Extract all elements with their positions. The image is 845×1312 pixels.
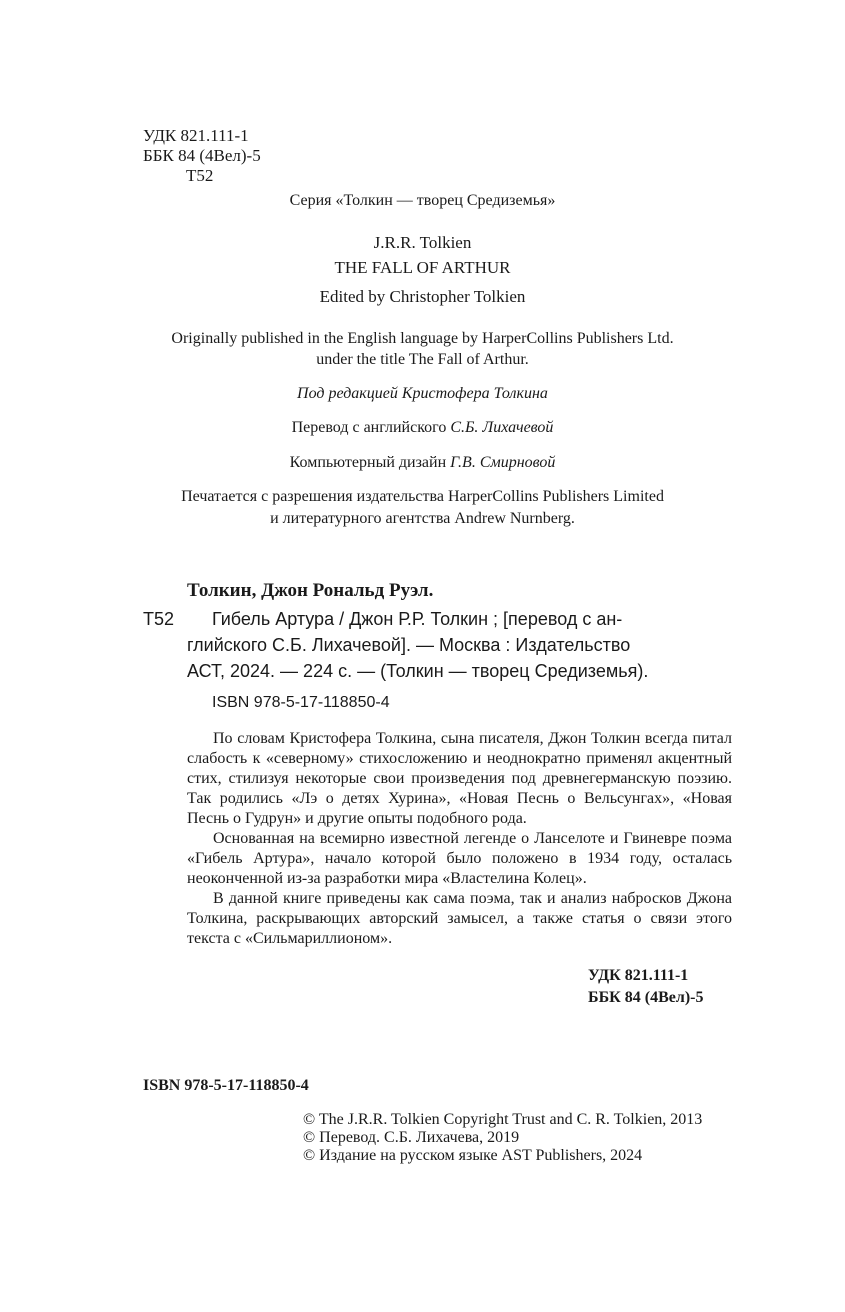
editor-line: Под редакцией Кристофера Толкина <box>297 385 548 402</box>
edited-by: Edited by Christopher Tolkien <box>319 287 526 306</box>
footer-isbn: ISBN 978-5-17-118850-4 <box>143 1077 309 1094</box>
catalog-isbn: ISBN 978-5-17-118850-4 <box>212 694 390 711</box>
annotation-udk: УДК 821.111-1 <box>588 967 689 984</box>
catalog-line-1: Гибель Артура / Джон Р.Р. Толкин ; [перевод с ан- <box>212 609 623 629</box>
annotation-paragraph-2: Основанная на всемирно известной легенде о Ланселоте и Гвиневре поэма «Гибель Артура», начало которой было положено в 1934 году, осталась неоконченной из-за разработки мира «Властелина Колец». <box>187 830 732 887</box>
designer-name: Г.В. Смирновой <box>450 454 556 471</box>
catalog-code: Т52 <box>143 609 175 629</box>
author-code: Т52 <box>186 166 214 185</box>
original-publication-line-2: under the title The Fall of Arthur. <box>316 351 529 368</box>
udk-code: УДК 821.111-1 <box>143 126 249 145</box>
annotation <box>187 729 732 949</box>
design-credit <box>0 453 845 472</box>
bbk-code: ББК 84 (4Вел)-5 <box>143 146 261 165</box>
original-author: J.R.R. Tolkien <box>373 233 472 252</box>
copyright-line-3: © Издание на русском языке AST Publishers, 2024 <box>303 1147 643 1164</box>
translator-name: С.Б. Лихачевой <box>450 419 554 436</box>
copyright-line-1: © The J.R.R. Tolkien Copyright Trust and C. R. Tolkien, 2013 <box>303 1111 703 1128</box>
translation-credit <box>0 418 845 437</box>
catalog-line-2: глийского С.Б. Лихачевой]. — Москва : Издательство <box>187 635 631 655</box>
annotation-bbk: ББК 84 (4Вел)-5 <box>588 989 704 1006</box>
annotation-paragraph-1: По словам Кристофера Толкина, сына писателя, Джон Толкин всегда питал слабость к «северному» стихосложению и неоднократно применял акцентный стих, стилизуя некоторые свои произведения под древнегерманскую поэзию. Так родились «Лэ о детях Хурина», «Новая Песнь о Вельсунгах», «Новая Песнь о Гудрун» и другие опыты подобного рода. <box>187 730 732 827</box>
catalog-author-heading: Толкин, Джон Рональд Руэл. <box>187 580 434 601</box>
translation-label: Перевод с английского <box>291 419 447 436</box>
series-line: Серия «Толкин — творец Средиземья» <box>289 192 556 209</box>
permission-line-1: Печатается с разрешения издательства HarperCollins Publishers Limited <box>181 488 664 505</box>
design-label: Компьютерный дизайн <box>289 454 447 471</box>
copyright-line-2: © Перевод. С.Б. Лихачева, 2019 <box>303 1129 520 1146</box>
catalog-line-3: АСТ, 2024. — 224 с. — (Толкин — творец Средиземья). <box>187 661 649 681</box>
permission-line-2: и литературного агентства Andrew Nurnberg. <box>270 510 575 527</box>
original-title: THE FALL OF ARTHUR <box>334 258 511 277</box>
original-publication-line-1: Originally published in the English language by HarperCollins Publishers Ltd. <box>171 330 674 347</box>
annotation-paragraph-3: В данной книге приведены как сама поэма, так и анализ набросков Джона Толкина, раскрывающих авторский замысел, а также статья о связи этого текста с «Сильмариллионом». <box>187 890 732 947</box>
